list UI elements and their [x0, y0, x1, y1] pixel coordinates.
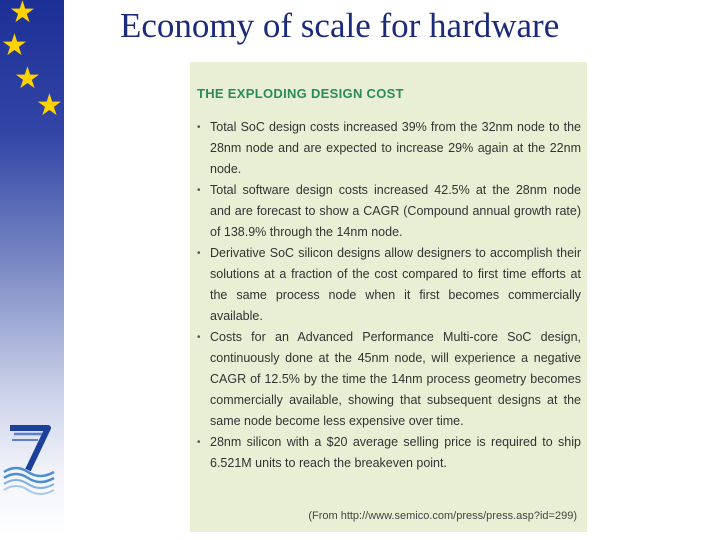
fp7-logo — [2, 420, 62, 498]
star-icon: ★ — [36, 88, 63, 123]
panel-heading: THE EXPLODING DESIGN COST — [197, 86, 404, 101]
bullet-item: • Total SoC design costs increased 39% from the 32nm node to the 28nm node and are expected to increase 29% again at the 22nm node. — [197, 117, 581, 180]
star-icon: ★ — [1, 28, 28, 63]
design-cost-panel — [190, 62, 587, 532]
eu-flag-sidebar — [0, 0, 64, 540]
bullet-item: • 28nm silicon with a $20 average selling price is required to ship 6.521M units to reach the breakeven point. — [197, 432, 581, 474]
star-icon: ★ — [9, 0, 36, 30]
bullet-item: • Total software design costs increased 42.5% at the 28nm node and are forecast to show a CAGR (Compound annual growth rate) of 138.9% through the 14nm node. — [197, 180, 581, 243]
source-citation: (From http://www.semico.com/press/press.asp?id=299) — [308, 510, 577, 522]
slide-title: Economy of scale for hardware — [120, 6, 560, 45]
star-icon: ★ — [14, 61, 41, 96]
bullet-item: • Costs for an Advanced Performance Multi-core SoC design, continuously done at the 45nm node, will experience a negative CAGR of 12.5% by the time the 14nm process geometry becomes commercially available, showing that subsequent designs at the same node become less expensive over time. — [197, 327, 581, 432]
bullet-list — [197, 117, 581, 474]
bullet-item: • Derivative SoC silicon designs allow designers to accomplish their solutions at a fraction of the cost compared to first time efforts at the same process node when it first becomes commercially available. — [197, 243, 581, 327]
